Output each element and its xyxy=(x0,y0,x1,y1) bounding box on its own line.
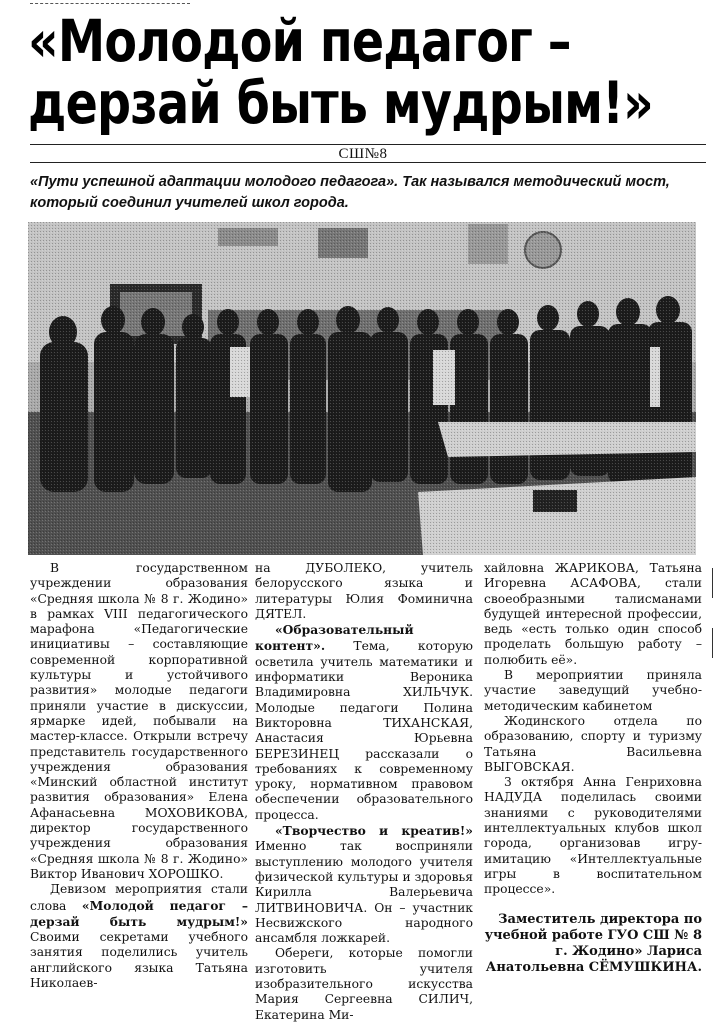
paragraph: В мероприятии приняла участие заведущий учебно-методическим кабинетом xyxy=(484,668,702,713)
lead-paragraph: «Пути успешной адаптации молодого педагога». Так назывался методический мост, который соединил учителей школ города. xyxy=(30,174,670,211)
text-span: Тема, которую осветила учитель математики и информатики Вероника Владимировна ХИЛЬЧУК. Молодые педагоги Полина Викторовна ТИХАНСКАЯ, Анастасия Юрьевна БЕРЕЗИНЕЦ рассказали о требованиях к современному уроку, нормативном правовом обеспечении образовательного процесса. xyxy=(255,639,473,822)
text-span: Именно так восприняли выступлению молодого учителя физической культуры и здоровья Кирилла Валерьевича ЛИТВИНОВИЧА. Он – участник Несвижского народного ансамбля ложкарей. xyxy=(255,839,473,946)
text-span: Своими секретами учебного занятия поделились учитель английского языка Татьяна Николаев- xyxy=(30,930,248,991)
paragraph xyxy=(30,882,248,991)
rubric-rule-bottom xyxy=(30,162,706,163)
group-photo-image xyxy=(28,222,696,555)
margin-mark xyxy=(712,568,713,598)
headline-line-2: дерзай быть мудрым!» xyxy=(28,69,653,137)
paragraph xyxy=(255,622,473,823)
article-column-1 xyxy=(30,561,248,991)
paragraph: 3 октября Анна Генриховна НАДУДА поделилась своими знаниями с руководителями интеллектуальных клубов школ города, организовав игру-имитацию «Интеллектуальные игры в воспитательном процессе». xyxy=(484,775,702,897)
paragraph xyxy=(255,823,473,946)
headline-line-1: «Молодой педагог – xyxy=(28,7,571,75)
paragraph: на ДУБОЛЕКО, учитель белорусского языка и литературы Юлия Фоминична ДЯТЕЛ. xyxy=(255,561,473,621)
subheading-bold: «Образовательный контент». xyxy=(255,622,414,654)
motto-bold: «Молодой педагог – дерзай быть мудрым!» xyxy=(30,897,248,929)
paragraph: хайловна ЖАРИКОВА, Татьяна Игоревна АСАФОВА, стали своеобразными талисманами будущей интересной профессии, ведь «есть только один способ проделать большую работу – полюбить её». xyxy=(484,561,702,667)
rubric-rule-top xyxy=(30,144,706,145)
paragraph: Жодинского отдела по образованию, спорту и туризму Татьяна Васильевна ВЫГОВСКАЯ. xyxy=(484,713,702,774)
paragraph: В государственном учреждении образования «Средняя школа № 8 г. Жодино» в рамках VIII педагогического марафона «Педагогические инициативы – составляющие современной корпоративной культуры и устойчивого развития» молодые педагоги приняли участие в дискуссии, ярмарке идей, побывали на мастер-классе. Открыли встречу представитель государственного учреждения образования «Минский областной институт развития образования» Елена Афанасьевна МОХОВИКОВА, директор государственного учреждения образования «Средняя школа № 8 г. Жодино» Виктор Иванович ХОРОШКО. xyxy=(30,561,248,881)
text-span: Девизом мероприятия стали слова xyxy=(30,882,248,913)
article-column-2 xyxy=(255,561,473,1023)
group-photo xyxy=(28,222,696,555)
top-rule xyxy=(30,3,190,4)
margin-mark xyxy=(712,628,713,658)
rubric: СШ№8 xyxy=(338,146,388,162)
article-column-3 xyxy=(484,561,702,976)
headline xyxy=(28,7,653,137)
paragraph: Обереги, которые помогли изготовить учителя изобразительного искусства Мария Сергеевна СИЛИЧ, Екатерина Ми- xyxy=(255,946,473,1022)
subheading-bold: «Творчество и креатив!» xyxy=(275,823,473,839)
author-signature: Заместитель директора по учебной работе ГУО СШ № 8 г. Жодино» Лариса Анатольевна СЁМУШКИНА. xyxy=(484,911,702,975)
